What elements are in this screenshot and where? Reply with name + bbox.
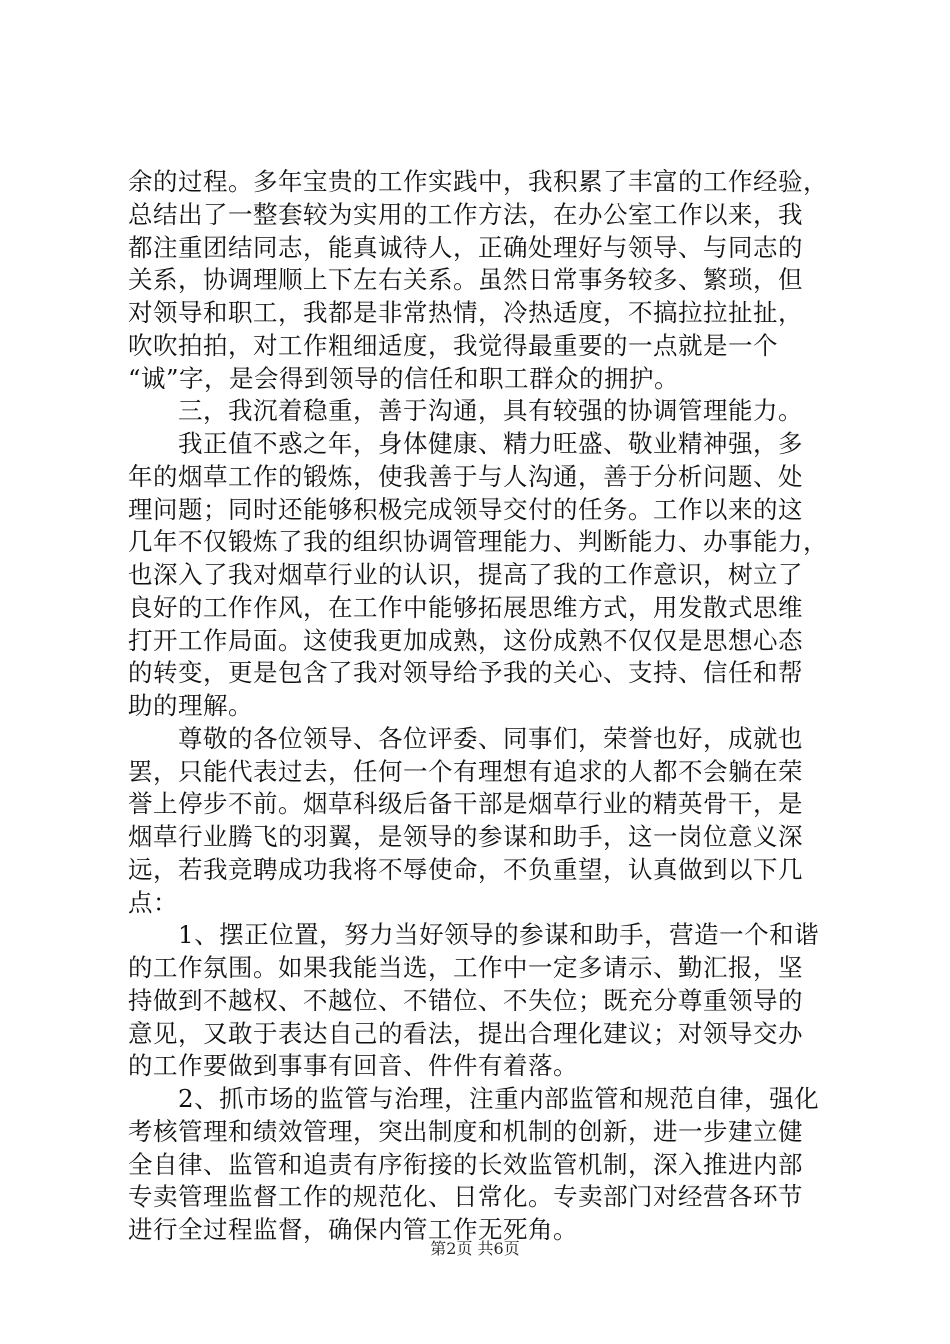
text-line: 理问题；同时还能够积极完成领导交付的任务。工作以来的这 (128, 494, 803, 524)
text-line: 打开工作局面。这使我更加成熟，这份成熟不仅仅是思想心态 (128, 625, 803, 655)
page-footer (0, 1239, 950, 1259)
text-line: 也深入了我对烟草行业的认识，提高了我的工作意识，树立了 (128, 560, 803, 589)
text-line: 我正值不惑之年，身体健康、精力旺盛、敬业精神强，多 (128, 429, 803, 458)
text-line: 持做到不越权、不越位、不错位、不失位；既充分尊重领导的 (128, 985, 803, 1015)
text-line: 意见，又敢于表达自己的看法，提出合理化建议；对领导交办 (128, 1018, 803, 1048)
text-line: 助的理解。 (128, 691, 253, 720)
text-line: 关系，协调理顺上下左右关系。虽然日常事务较多、繁琐，但 (128, 265, 803, 295)
body-text (128, 166, 828, 1247)
text-line: 誉上停步不前。烟草科级后备干部是烟草行业的精英骨干，是 (128, 789, 803, 819)
text-line: 全自律、监管和追责有序衔接的长效监管机制，深入推进内部 (128, 1149, 803, 1179)
text-line: 都注重团结同志，能真诚待人，正确处理好与领导、与同志的 (128, 232, 803, 262)
text-line: “诚”字，是会得到领导的信任和职工群众的拥护。 (128, 363, 680, 393)
text-line: 罢，只能代表过去，任何一个有理想有追求的人都不会躺在荣 (128, 756, 803, 786)
text-line: 良好的工作作风，在工作中能够拓展思维方式，用发散式思维 (128, 592, 803, 622)
page-number: 第2页 共6页 (430, 1239, 520, 1258)
text-line: 的转变，更是包含了我对领导给予我的关心、支持、信任和帮 (128, 658, 803, 688)
text-line: 的工作氛围。如果我能当选，工作中一定多请示、勤汇报，坚 (128, 953, 803, 982)
text-line: 余的过程。多年宝贵的工作实践中，我积累了丰富的工作经验， (128, 167, 828, 196)
text-line: 1、摆正位置，努力当好领导的参谋和助手，营造一个和谐 (128, 920, 820, 950)
text-line: 吹吹拍拍，对工作粗细适度，我觉得最重要的一点就是一个 (128, 330, 778, 360)
text-line: 几年不仅锻炼了我的组织协调管理能力、判断能力、办事能力， (128, 527, 828, 557)
text-line: 进行全过程监督，确保内管工作无死角。 (128, 1215, 578, 1244)
text-line: 尊敬的各位领导、各位评委、同事们，荣誉也好，成就也 (128, 723, 803, 753)
text-line: 2、抓市场的监管与治理，注重内部监管和规范自律，强化 (128, 1084, 820, 1113)
text-line: 的工作要做到事事有回音、件件有着落。 (128, 1051, 578, 1081)
text-line: 对领导和职工，我都是非常热情，冷热适度，不搞拉拉扯扯， (128, 298, 803, 327)
text-line: 总结出了一整套较为实用的工作方法，在办公室工作以来，我 (128, 199, 803, 229)
text-line: 点： (128, 887, 178, 917)
text-line: 年的烟草工作的锻炼，使我善于与人沟通，善于分析问题、处 (128, 461, 803, 491)
text-line: 烟草行业腾飞的羽翼，是领导的参谋和助手，这一岗位意义深 (128, 822, 803, 851)
text-line: 远，若我竞聘成功我将不辱使命，不负重望，认真做到以下几 (128, 854, 803, 884)
text-line: 考核管理和绩效管理，突出制度和机制的创新，进一步建立健 (128, 1116, 803, 1146)
text-line: 三，我沉着稳重，善于沟通，具有较强的协调管理能力。 (128, 396, 803, 426)
text-line: 专卖管理监督工作的规范化、日常化。专卖部门对经营各环节 (128, 1182, 803, 1212)
